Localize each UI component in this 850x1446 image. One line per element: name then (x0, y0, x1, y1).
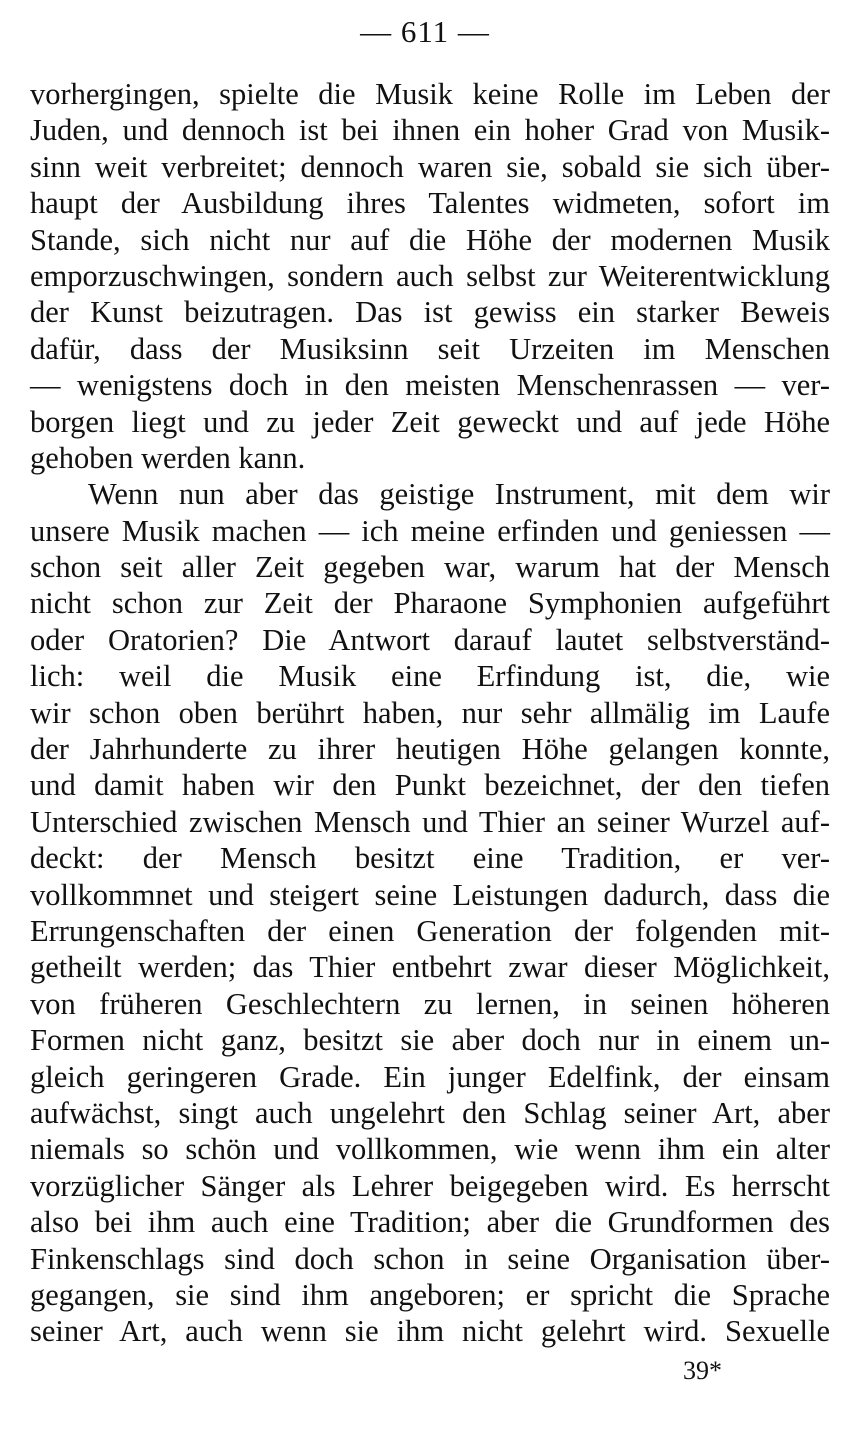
paragraph-end-line: gehoben werden kann. (30, 440, 306, 475)
text-line: Stande, sich nicht nur auf die Höhe der modernen Musik (30, 222, 830, 257)
text-line: seiner Art, auch wenn sie ihm nicht gelehrt wird. Sexuelle (30, 1314, 830, 1349)
text-line: borgen liegt und zu jeder Zeit geweckt und auf jede Höhe (30, 404, 830, 439)
text-line: dafür, dass der Musiksinn seit Urzeiten im Menschen (30, 331, 830, 366)
text-line: lich: weil die Musik eine Erfindung ist, die, wie (30, 659, 830, 694)
text-line: haupt der Ausbildung ihres Talentes widmeten, sofort im (30, 186, 830, 221)
text-line: Juden, und dennoch ist bei ihnen ein hoher Grad von Musik- (30, 113, 830, 148)
text-line: oder Oratorien? Die Antwort darauf lautet selbstverständ- (30, 622, 830, 657)
body-text (30, 76, 830, 1350)
text-line: vorhergingen, spielte die Musik keine Rolle im Leben der (30, 77, 830, 111)
text-line: und damit haben wir den Punkt bezeichnet, der den tiefen (30, 768, 830, 803)
text-line: der Jahrhunderte zu ihrer heutigen Höhe gelangen konnte, (30, 732, 830, 767)
text-line: sinn weit verbreitet; dennoch waren sie, sobald sie sich über- (30, 149, 830, 184)
text-line: der Kunst beizutragen. Das ist gewiss ein starker Beweis (30, 295, 830, 330)
text-line: — wenigstens doch in den meisten Menschenrassen — ver- (30, 368, 830, 403)
text-line: also bei ihm auch eine Tradition; aber die Grundformen des (30, 1205, 830, 1240)
text-line: deckt: der Mensch besitzt eine Tradition, er ver- (30, 841, 830, 876)
text-line: unsere Musik machen — ich meine erfinden und geniessen — (30, 513, 830, 548)
text-line: Unterschied zwischen Mensch und Thier an seiner Wurzel auf- (30, 804, 830, 839)
text-line: von früheren Geschlechtern zu lernen, in seinen höheren (30, 986, 830, 1021)
text-line: gegangen, sie sind ihm angeboren; er spricht die Sprache (30, 1277, 830, 1312)
text-line: wir schon oben berührt haben, nur sehr allmälig im Laufe (30, 695, 830, 730)
text-line: nicht schon zur Zeit der Pharaone Symphonien aufgeführt (30, 586, 830, 621)
page-number: — 611 — (360, 14, 490, 49)
text-line: vollkommnet und steigert seine Leistungen dadurch, dass die (30, 877, 830, 912)
text-line: getheilt werden; das Thier entbehrt zwar dieser Möglichkeit, (30, 950, 830, 985)
text-line: niemals so schön und vollkommen, wie wenn ihm ein alter (30, 1132, 830, 1167)
text-line: vorzüglicher Sänger als Lehrer beigegeben wird. Es herrscht (30, 1168, 830, 1203)
text-line: Finkenschlags sind doch schon in seine Organisation über- (30, 1241, 830, 1276)
text-line: Errungenschaften der einen Generation der folgenden mit- (30, 913, 830, 948)
text-line: emporzuschwingen, sondern auch selbst zur Weiterentwicklung (30, 258, 830, 293)
paragraph-start-line: Wenn nun aber das geistige Instrument, mit dem wir (88, 477, 830, 512)
text-line: Formen nicht ganz, besitzt sie aber doch nur in einem un- (30, 1023, 830, 1058)
text-line: schon seit aller Zeit gegeben war, warum hat der Mensch (30, 550, 830, 585)
text-line: aufwächst, singt auch ungelehrt den Schlag seiner Art, aber (30, 1095, 830, 1130)
text-line: gleich geringeren Grade. Ein junger Edelfink, der einsam (30, 1059, 830, 1094)
signature-mark: 39* (683, 1356, 722, 1385)
